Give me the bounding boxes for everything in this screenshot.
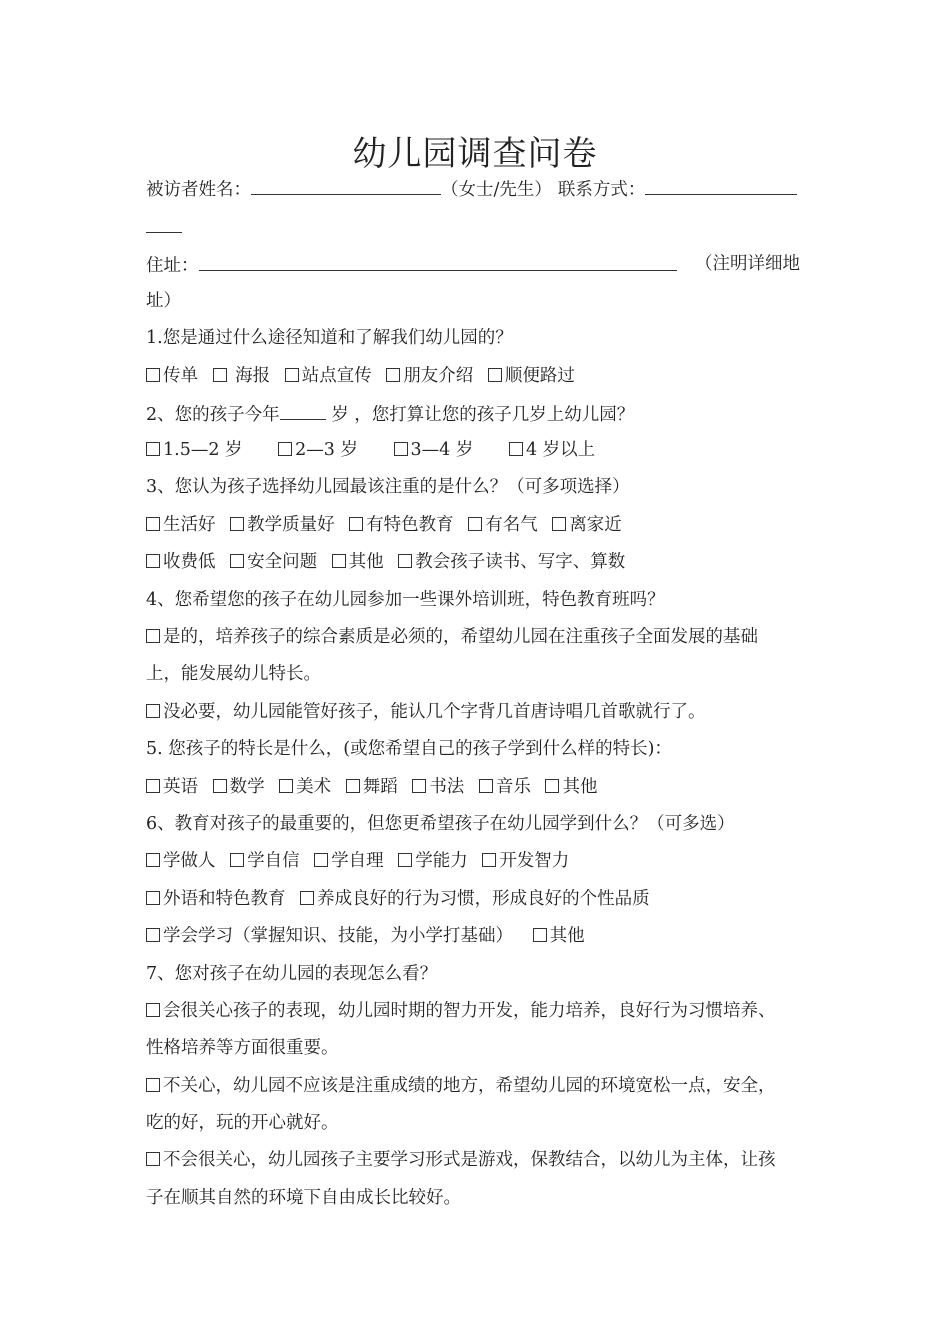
checkbox[interactable] <box>279 779 293 793</box>
question-4: 4、您希望您的孩子在幼儿园参加一些课外培训班，特色教育班吗？ <box>146 590 665 610</box>
checkbox[interactable] <box>509 442 523 456</box>
name-field[interactable] <box>251 176 441 195</box>
q2-option[interactable]: 3—4 岁 <box>394 438 474 462</box>
q3-option[interactable]: 离家近 <box>552 513 622 537</box>
q3-option[interactable]: 有名气 <box>468 513 538 537</box>
q6-option[interactable]: 学能力 <box>398 849 468 873</box>
checkbox[interactable] <box>285 368 299 382</box>
q7-option-c[interactable]: 不会很关心，幼儿园孩子主要学习形式是游戏，保教结合，以幼儿为主体，让孩 <box>146 1148 776 1172</box>
q3-option[interactable]: 教会孩子读书、写字、算数 <box>398 550 625 574</box>
checkbox[interactable] <box>398 853 412 867</box>
page-title: 幼儿园调查问卷 <box>352 134 598 174</box>
name-label: 被访者姓名： <box>146 180 251 200</box>
q5-options <box>146 775 606 799</box>
question-6: 6、教育对孩子的最重要的，但您更希望孩子在幼儿园学到什么？（可多选） <box>146 814 735 834</box>
checkbox[interactable] <box>545 779 559 793</box>
address-label: 住址： <box>146 256 199 276</box>
q5-option[interactable]: 美术 <box>279 775 331 799</box>
checkbox[interactable] <box>412 779 426 793</box>
checkbox[interactable] <box>146 517 160 531</box>
q6-options-row1 <box>146 849 578 873</box>
question-1: 1.您是通过什么途径知道和了解我们幼儿园的？ <box>146 328 513 348</box>
q2-option[interactable]: 2—3 岁 <box>278 438 358 462</box>
address-note: （注明详细地 <box>695 254 800 274</box>
q7-option-c-cont: 子在顺其自然的环境下自由成长比较好。 <box>146 1188 461 1208</box>
checkbox[interactable] <box>213 368 227 382</box>
checkbox[interactable] <box>482 853 496 867</box>
q6-option[interactable]: 其他 <box>533 924 585 948</box>
q7-option-b[interactable]: 不关心，幼儿园不应该是注重成绩的地方，希望幼儿园的环境宽松一点，安全， <box>146 1074 776 1098</box>
checkbox[interactable] <box>146 928 160 942</box>
q1-option[interactable]: 朋友介绍 <box>386 364 473 388</box>
q6-option[interactable]: 开发智力 <box>482 849 569 873</box>
q7-option-a-cont: 性格培养等方面很重要。 <box>146 1038 339 1058</box>
q6-option[interactable]: 外语和特色教育 <box>146 887 286 911</box>
q1-option[interactable]: 顺便路过 <box>488 364 575 388</box>
checkbox[interactable] <box>146 704 160 718</box>
checkbox[interactable] <box>552 517 566 531</box>
checkbox[interactable] <box>146 368 160 382</box>
address-line <box>146 252 677 278</box>
checkbox[interactable] <box>468 517 482 531</box>
q3-option[interactable]: 有特色教育 <box>349 513 454 537</box>
q6-option[interactable]: 学自理 <box>314 849 384 873</box>
checkbox[interactable] <box>146 891 160 905</box>
child-age-field[interactable] <box>280 401 326 420</box>
checkbox[interactable] <box>349 517 363 531</box>
q4-option-b[interactable]: 没必要，幼儿园能管好孩子，能认几个字背几首唐诗唱几首歌就行了。 <box>146 700 706 724</box>
checkbox[interactable] <box>213 779 227 793</box>
q1-option[interactable]: 传单 <box>146 364 198 388</box>
q5-option[interactable]: 其他 <box>545 775 597 799</box>
checkbox[interactable] <box>146 442 160 456</box>
checkbox[interactable] <box>146 554 160 568</box>
checkbox[interactable] <box>533 928 547 942</box>
q5-option[interactable]: 书法 <box>412 775 464 799</box>
q2-option[interactable]: 1.5—2 岁 <box>146 438 243 462</box>
q1-options <box>146 364 584 388</box>
address-field[interactable] <box>199 252 677 271</box>
q5-option[interactable]: 音乐 <box>479 775 531 799</box>
q5-option[interactable]: 数学 <box>213 775 265 799</box>
q3-options-row1 <box>146 513 631 537</box>
checkbox[interactable] <box>332 554 346 568</box>
checkbox[interactable] <box>230 517 244 531</box>
q6-options-row3 <box>146 924 594 948</box>
q3-option[interactable]: 教学质量好 <box>230 513 335 537</box>
contact-field[interactable] <box>645 176 797 195</box>
q3-option[interactable]: 其他 <box>332 550 384 574</box>
checkbox[interactable] <box>346 779 360 793</box>
q3-options-row2 <box>146 550 634 574</box>
address-note-cont: 址） <box>146 291 181 311</box>
q3-option[interactable]: 安全问题 <box>230 550 317 574</box>
q6-options-row2 <box>146 887 659 911</box>
question-3: 3、您认为孩子选择幼儿园最该注重的是什么？（可多项选择） <box>146 477 630 497</box>
checkbox[interactable] <box>479 779 493 793</box>
checkbox[interactable] <box>146 629 160 643</box>
q6-option[interactable]: 养成良好的行为习惯，形成良好的个性品质 <box>300 887 650 911</box>
q3-option[interactable]: 生活好 <box>146 513 216 537</box>
q2-option[interactable]: 4 岁以上 <box>509 438 595 462</box>
question-5: 5. 您孩子的特长是什么，(或您希望自己的孩子学到什么样的特长)： <box>146 739 672 759</box>
q7-option-a[interactable]: 会很关心孩子的表现，幼儿园时期的智力开发，能力培养，良好行为习惯培养、 <box>146 999 776 1023</box>
q6-option[interactable]: 学自信 <box>230 849 300 873</box>
checkbox[interactable] <box>146 1152 160 1166</box>
q4-option-a[interactable]: 是的，培养孩子的综合素质是必须的，希望幼儿园在注重孩子全面发展的基础 <box>146 625 758 649</box>
question-2: 2、您的孩子今年 岁 ，您打算让您的孩子几岁上幼儿园？ <box>146 401 634 427</box>
q6-option[interactable]: 学做人 <box>146 849 216 873</box>
gender-note: （女士/先生） <box>441 180 552 200</box>
q1-option[interactable]: 站点宣传 <box>285 364 372 388</box>
q5-option[interactable]: 舞蹈 <box>346 775 398 799</box>
checkbox[interactable] <box>146 1078 160 1092</box>
checkbox[interactable] <box>386 368 400 382</box>
checkbox[interactable] <box>300 891 314 905</box>
q5-option[interactable]: 英语 <box>146 775 198 799</box>
contact-field-continued[interactable] <box>146 216 182 240</box>
respondent-line <box>146 176 797 202</box>
checkbox[interactable] <box>230 853 244 867</box>
contact-label: 联系方式： <box>557 180 646 200</box>
checkbox[interactable] <box>278 442 292 456</box>
q6-option[interactable]: 学会学习（掌握知识、技能，为小学打基础） <box>146 924 513 948</box>
q7-option-b-cont: 吃的好，玩的开心就好。 <box>146 1113 339 1133</box>
checkbox[interactable] <box>146 1003 160 1017</box>
checkbox[interactable] <box>314 853 328 867</box>
question-7: 7、您对孩子在幼儿园的表现怎么看？ <box>146 964 438 984</box>
q3-option[interactable]: 收费低 <box>146 550 216 574</box>
checkbox[interactable] <box>146 853 160 867</box>
checkbox[interactable] <box>488 368 502 382</box>
q4-option-a-cont: 上，能发展幼儿特长。 <box>146 664 321 684</box>
q2-options <box>146 438 604 462</box>
checkbox[interactable] <box>230 554 244 568</box>
checkbox[interactable] <box>398 554 412 568</box>
checkbox[interactable] <box>146 779 160 793</box>
checkbox[interactable] <box>394 442 408 456</box>
q1-option[interactable]: 海报 <box>213 364 271 388</box>
